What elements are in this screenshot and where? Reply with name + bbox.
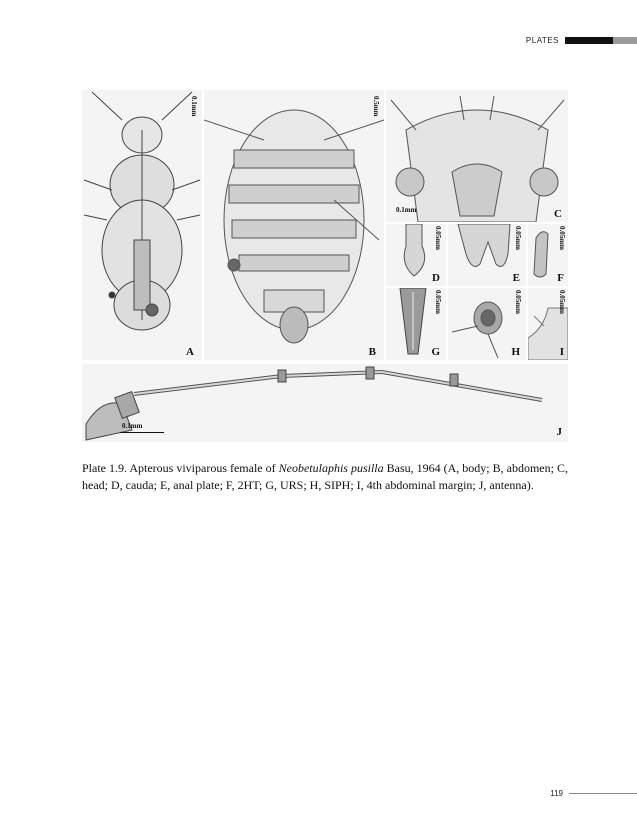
abdomen-illustration (204, 90, 384, 360)
caption-species: Neobetulaphis pusilla (278, 461, 384, 475)
panel-d-cauda (386, 224, 446, 286)
body-illustration (82, 90, 202, 360)
page-number: 119 (550, 789, 563, 798)
panel-j-scale-bar (120, 432, 164, 433)
panel-d-label: D (432, 272, 440, 284)
panel-h-scale: 0.05mm (514, 290, 522, 314)
header-bar-black (565, 37, 613, 44)
section-label: PLATES (525, 36, 559, 45)
panel-d-scale: 0.05mm (434, 226, 442, 250)
panel-e-scale: 0.05mm (514, 226, 522, 250)
page-footer (550, 789, 637, 798)
panel-j-scale: 0.1mm (122, 422, 143, 430)
panel-h-label: H (511, 346, 520, 358)
panel-g-label: G (431, 346, 440, 358)
panel-g-urs (386, 288, 446, 360)
panel-a-body (82, 90, 202, 360)
panel-f-2ht (528, 224, 568, 286)
panel-i-label: I (559, 346, 564, 358)
panel-j-antenna (82, 364, 568, 442)
footer-rule (569, 793, 637, 794)
caption-suffix: Basu, 1964 (A, body; B, abdomen; C, head; D, cauda; E, anal plate; F, 2HT; G, URS; H, SIPH; I, 4th abdominal margin; J, antenna). (82, 461, 568, 492)
panel-e-anal-plate (448, 224, 526, 286)
panel-j-label: J (556, 426, 562, 438)
running-header (526, 36, 637, 45)
panel-b-label: B (368, 346, 376, 358)
panel-c-head (386, 90, 568, 222)
panel-i-scale: 0.05mm (558, 290, 566, 314)
panel-f-scale: 0.05mm (558, 226, 566, 250)
head-illustration (386, 90, 568, 222)
panel-i-abdominal-margin (528, 288, 568, 360)
header-bar-grey (613, 37, 637, 44)
caption-prefix: Plate 1.9. Apterous viviparous female of (82, 461, 279, 475)
panel-g-scale: 0.05mm (434, 290, 442, 314)
antenna-illustration (82, 364, 568, 442)
panel-a-scale: 0.1mm (190, 96, 198, 117)
panel-c-label: C (554, 208, 562, 220)
panel-e-label: E (512, 272, 520, 284)
panel-b-abdomen (204, 90, 384, 360)
figure-caption (82, 460, 568, 494)
panel-h-siph (448, 288, 526, 360)
figure-plate (82, 90, 568, 442)
panel-f-label: F (557, 272, 564, 284)
panel-b-scale: 0.5mm (372, 96, 380, 117)
panel-c-scale: 0.1mm (396, 206, 417, 214)
panel-a-label: A (186, 346, 194, 358)
